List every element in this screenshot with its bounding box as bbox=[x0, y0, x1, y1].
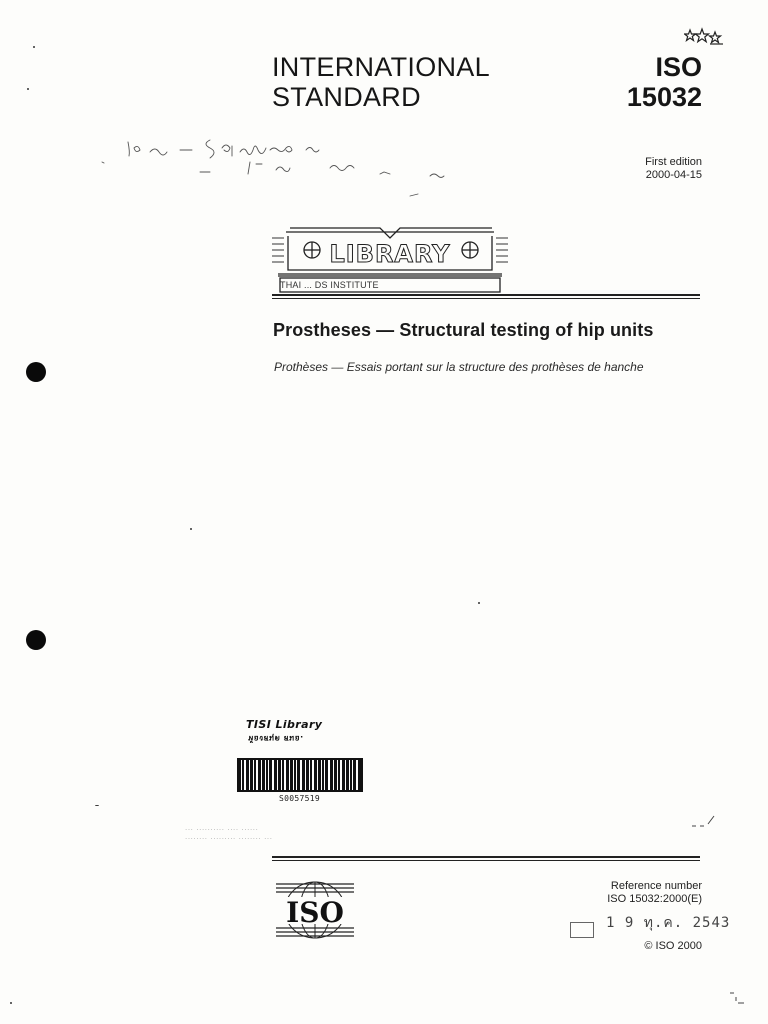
scan-speck bbox=[478, 602, 480, 604]
punch-hole bbox=[26, 362, 46, 382]
reference-label: Reference number bbox=[610, 880, 702, 892]
footer-rule-thin bbox=[272, 860, 700, 861]
scan-marks bbox=[728, 990, 748, 1004]
document-title: Prostheses — Structural testing of hip units bbox=[273, 320, 654, 340]
copyright: © ISO 2000 bbox=[644, 940, 702, 952]
faint-scan-text: ········ ········· ········ ··· bbox=[185, 835, 273, 843]
scan-speck bbox=[27, 88, 29, 90]
footer-rule bbox=[272, 856, 700, 858]
iso-number-block bbox=[627, 52, 702, 112]
edition-date: 2000-04-15 bbox=[645, 169, 702, 181]
header-rule bbox=[272, 294, 700, 296]
edition-label: First edition bbox=[645, 156, 702, 168]
stars-logo-icon bbox=[684, 26, 724, 46]
barcode-number: S0057519 bbox=[279, 794, 320, 803]
tisi-library-label-thai: ห้องสมุด สมอ. bbox=[248, 734, 304, 743]
standard-type-title bbox=[272, 52, 490, 112]
edition-info bbox=[645, 156, 702, 182]
library-stamp-institute: THAI ... DS INSTITUTE bbox=[280, 280, 379, 290]
received-date-stamp: 1 9 ทุ.ค. 2543 bbox=[606, 915, 731, 931]
scan-speck bbox=[10, 1002, 12, 1004]
faint-scan-text: ··· ·········· ···· ······ bbox=[185, 826, 259, 834]
scan-speck bbox=[95, 805, 99, 806]
header-rule-thin bbox=[272, 298, 700, 299]
standard-type-line1: INTERNATIONAL bbox=[272, 52, 490, 82]
iso-number: 15032 bbox=[626, 82, 702, 112]
stamp-box bbox=[570, 922, 594, 938]
reference-block bbox=[607, 880, 702, 906]
standard-type-line2: STANDARD bbox=[272, 82, 421, 112]
document-subtitle-french: Prothèses — Essais portant sur la structure des prothèses de hanche bbox=[274, 360, 644, 374]
reference-number: ISO 15032:2000(E) bbox=[607, 893, 702, 905]
punch-hole bbox=[26, 630, 46, 650]
library-stamp-text: LIBRARY bbox=[329, 240, 451, 268]
scan-marks bbox=[690, 812, 720, 832]
iso-label: ISO bbox=[655, 52, 702, 82]
iso-logo-icon bbox=[276, 880, 354, 940]
barcode bbox=[237, 758, 363, 792]
handwritten-annotation bbox=[100, 128, 480, 198]
scan-speck bbox=[33, 46, 35, 48]
svg-text:ISO: ISO bbox=[286, 896, 344, 929]
scan-speck bbox=[190, 528, 192, 530]
tisi-library-label: TISI Library bbox=[246, 718, 323, 731]
